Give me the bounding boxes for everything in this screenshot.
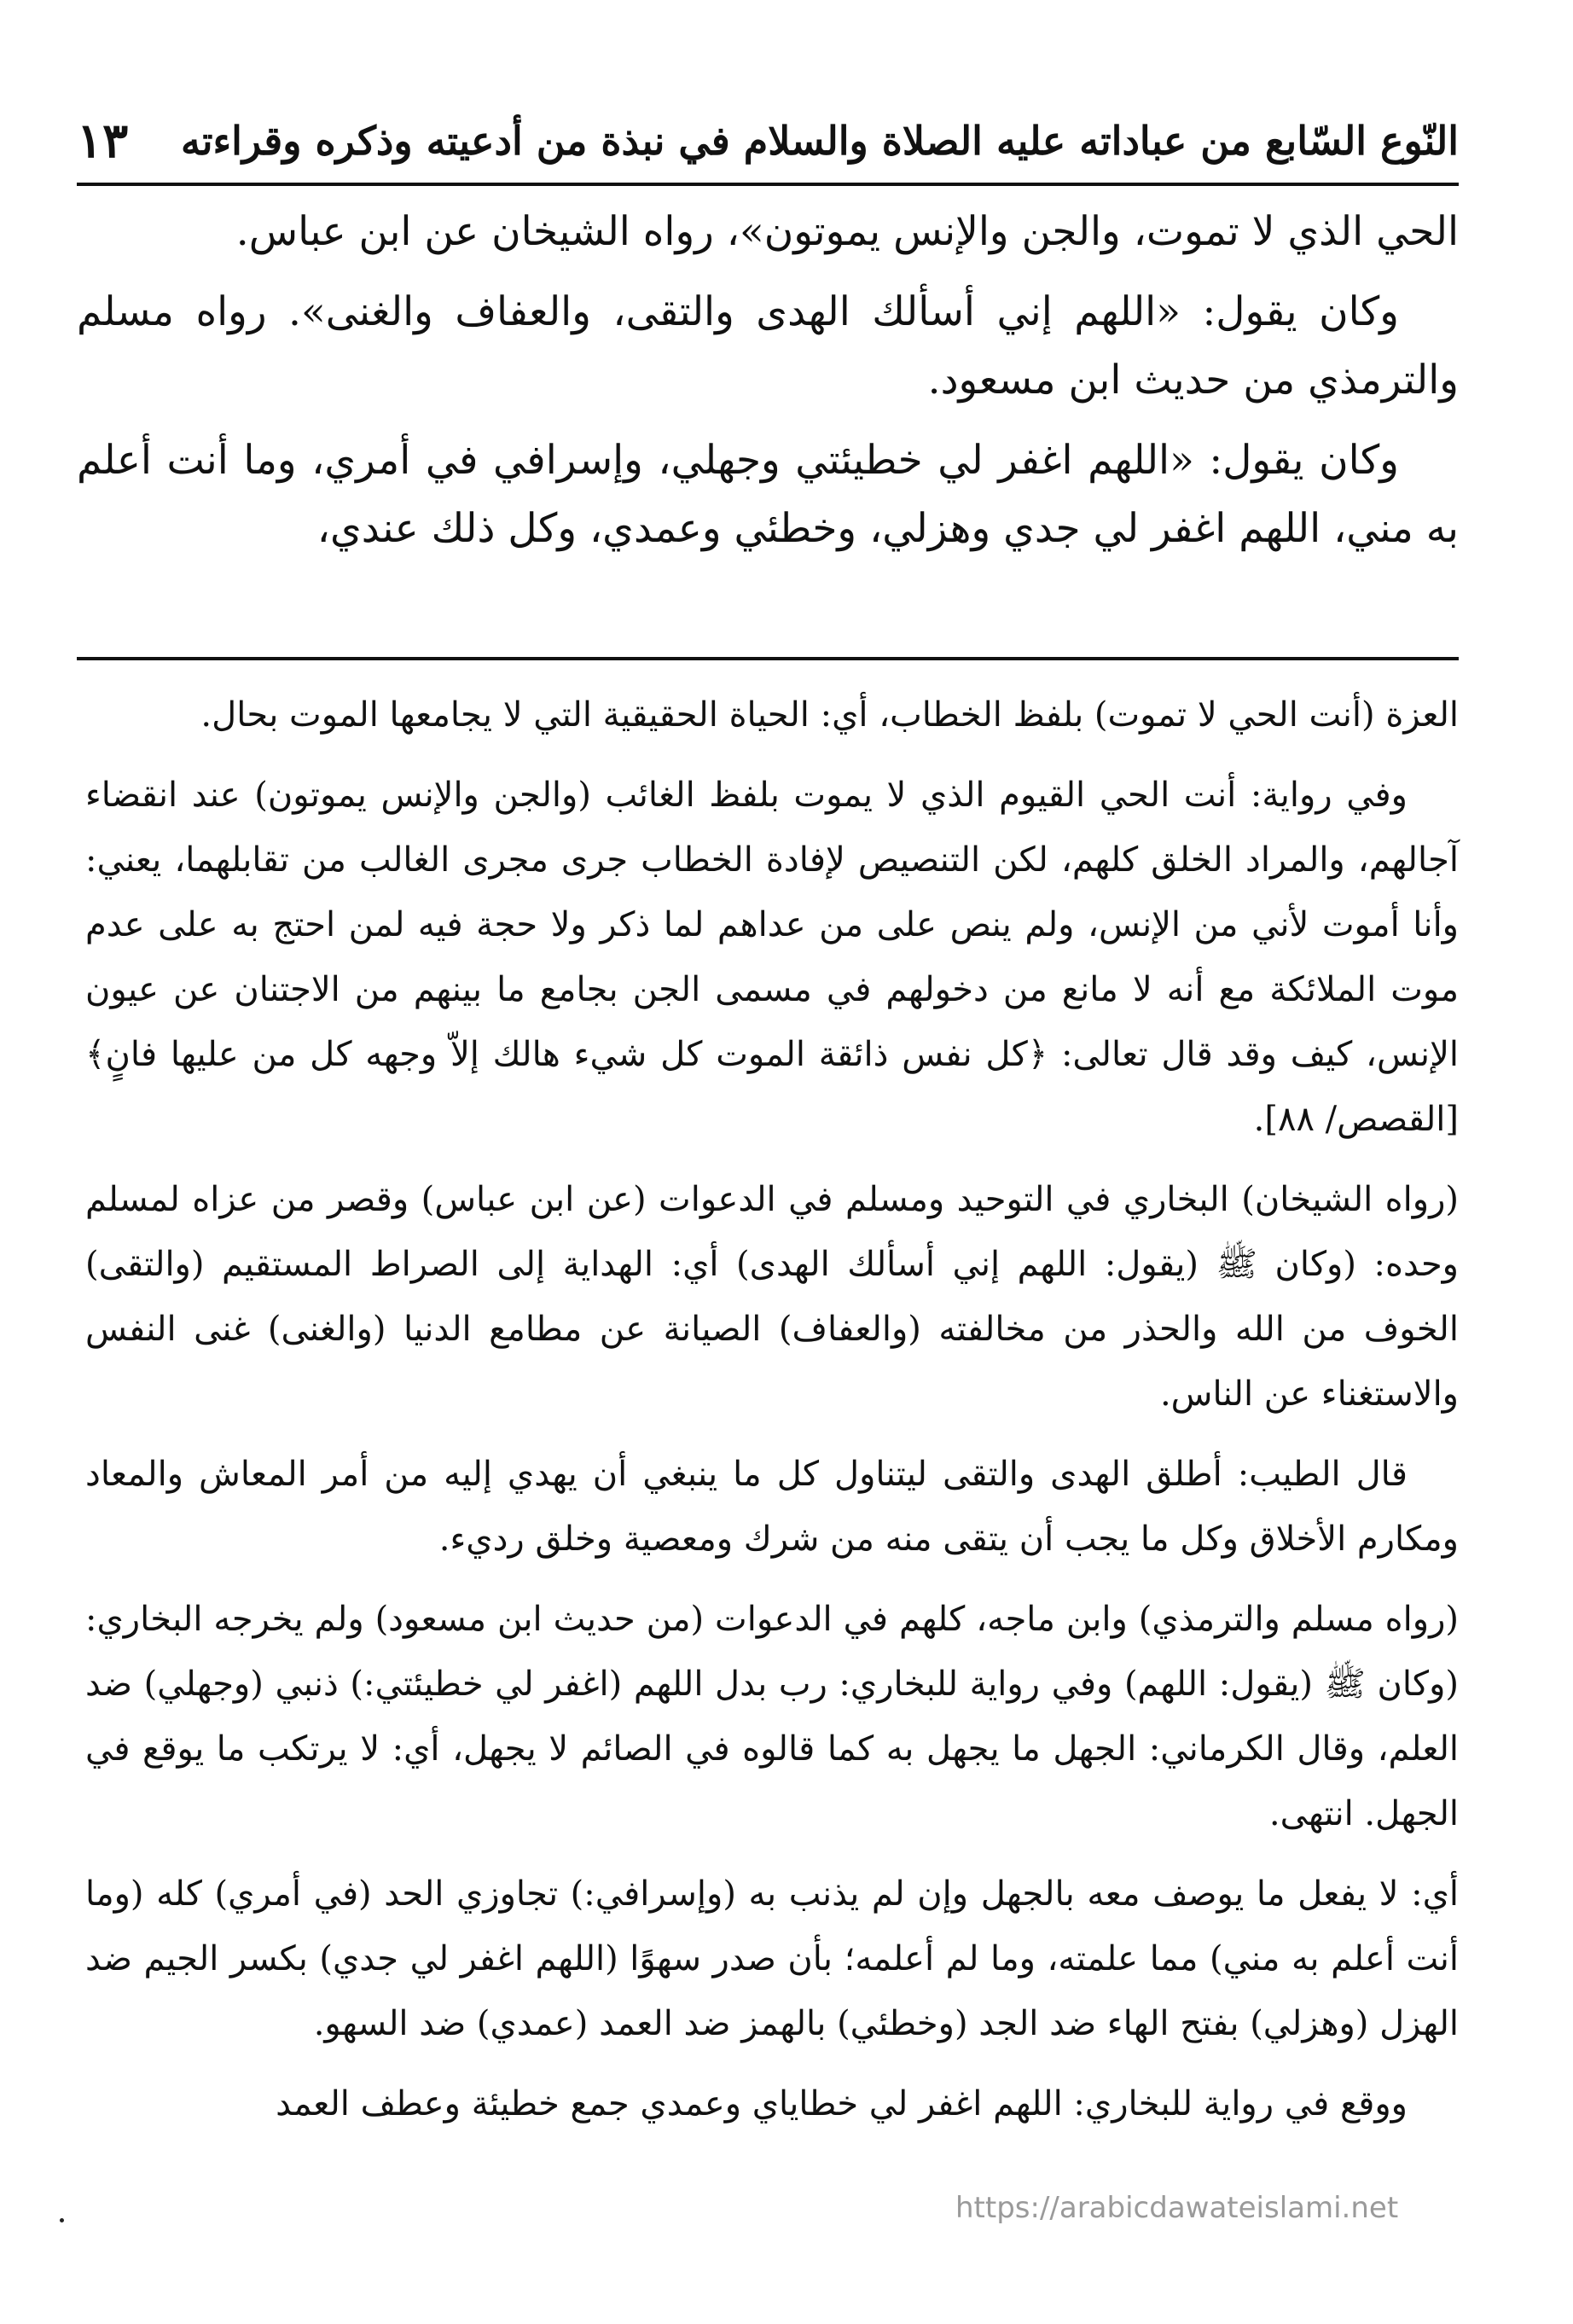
main-paragraph: وكان يقول: «اللهم اغفر لي خطيئتي وجهلي، وإسرافي في أمري، وما أنت أعلم به مني، اللهم اغفر لي جدي وهزلي، وخطئي وعمدي، وكل ذلك عندي، xyxy=(77,437,1459,552)
chapter-title: النّوع السّابع من عباداته عليه الصلاة والسلام في نبذة من أدعيته وذكره وقراءته xyxy=(181,118,1459,164)
header-divider xyxy=(77,183,1459,186)
page-number: ١٣ xyxy=(77,113,129,169)
scan-speck xyxy=(60,2218,64,2222)
commentary-paragraph: (رواه الشيخان) البخاري في التوحيد ومسلم في الدعوات (عن ابن عباس) وقصر من عزاه لمسلم وحده: (وكان ﷺ (يقول: اللهم إني أسألك الهدى) أي: الهداية إلى الصراط المستقيم (والتقى) الخوف من الله والحذر من مخالفته (والعفاف) الصيانة عن مطامع الدنيا (والغنى) غنى النفس والاستغناء عن الناس. xyxy=(85,1180,1459,1414)
commentary-paragraph: (رواه مسلم والترمذي) وابن ماجه، كلهم في الدعوات (من حديث ابن مسعود) ولم يخرجه البخاري: (وكان ﷺ (يقول: اللهم) وفي رواية للبخاري: رب بدل اللهم (اغفر لي خطيئتي:) ذنبي (وجهلي) ضد العلم، وقال الكرماني: الجهل ما يجهل به كما قالوه في الصائم لا يجهل، أي: لا يرتكب ما يوقع في الجهل. انتهى. xyxy=(85,1600,1459,1833)
commentary-divider xyxy=(77,657,1459,660)
commentary-paragraph: العزة (أنت الحي لا تموت) بلفظ الخطاب، أي: الحياة الحقيقية التي لا يجامعها الموت بحال. xyxy=(200,695,1459,735)
commentary-text xyxy=(85,683,1459,2152)
commentary-paragraph: ووقع في رواية للبخاري: اللهم اغفر لي خطاياي وعمدي جمع خطيئة وعطف العمد xyxy=(276,2084,1408,2124)
main-paragraph: الحي الذي لا تموت، والجن والإنس يموتون»، رواه الشيخان عن ابن عباس. xyxy=(235,208,1459,255)
main-paragraph: وكان يقول: «اللهم إني أسألك الهدى والتقى، والعفاف والغنى». رواه مسلم والترمذي من حديث ابن مسعود. xyxy=(77,288,1459,404)
running-header xyxy=(77,102,1459,179)
watermark-url: https://arabicdawateislami.net xyxy=(955,2191,1399,2225)
commentary-paragraph: قال الطيب: أطلق الهدى والتقى ليتناول كل ما ينبغي أن يهدي إليه من أمر المعاش والمعاد ومكارم الأخلاق وكل ما يجب أن يتقى منه من شرك ومعصية وخلق رديء. xyxy=(85,1455,1459,1559)
main-text xyxy=(77,198,1459,575)
commentary-paragraph: وفي رواية: أنت الحي القيوم الذي لا يموت بلفظ الغائب (والجن والإنس يموتون) عند انقضاء آجالهم، والمراد الخلق كلهم، لكن التنصيص لإفادة الخطاب جرى مجرى الغالب من تقابلهما، يعني: وأنا أموت لأني من الإنس، ولم ينص على من عداهم لما ذكر ولا حجة فيه لمن احتج به على عدم موت الملائكة مع أنه لا مانع من دخولهم في مسمى الجن بجامع ما بينهم من الاجتنان عن عيون الإنس، كيف وقد قال تعالى: ﴿كل نفس ذائقة الموت كل شيء هالك إلاّ وجهه كل من عليها فانٍ﴾ [القصص/ ٨٨]. xyxy=(85,776,1459,1139)
commentary-paragraph: أي: لا يفعل ما يوصف معه بالجهل وإن لم يذنب به (وإسرافي:) تجاوزي الحد (في أمري) كله (وما أنت أعلم به مني) مما علمته، وما لم أعلمه؛ بأن صدر سهوًا (اللهم اغفر لي جدي) بكسر الجيم ضد الهزل (وهزلي) بفتح الهاء ضد الجد (وخطئي) بالهمز ضد العمد (عمدي) ضد السهو. xyxy=(85,1874,1460,2043)
